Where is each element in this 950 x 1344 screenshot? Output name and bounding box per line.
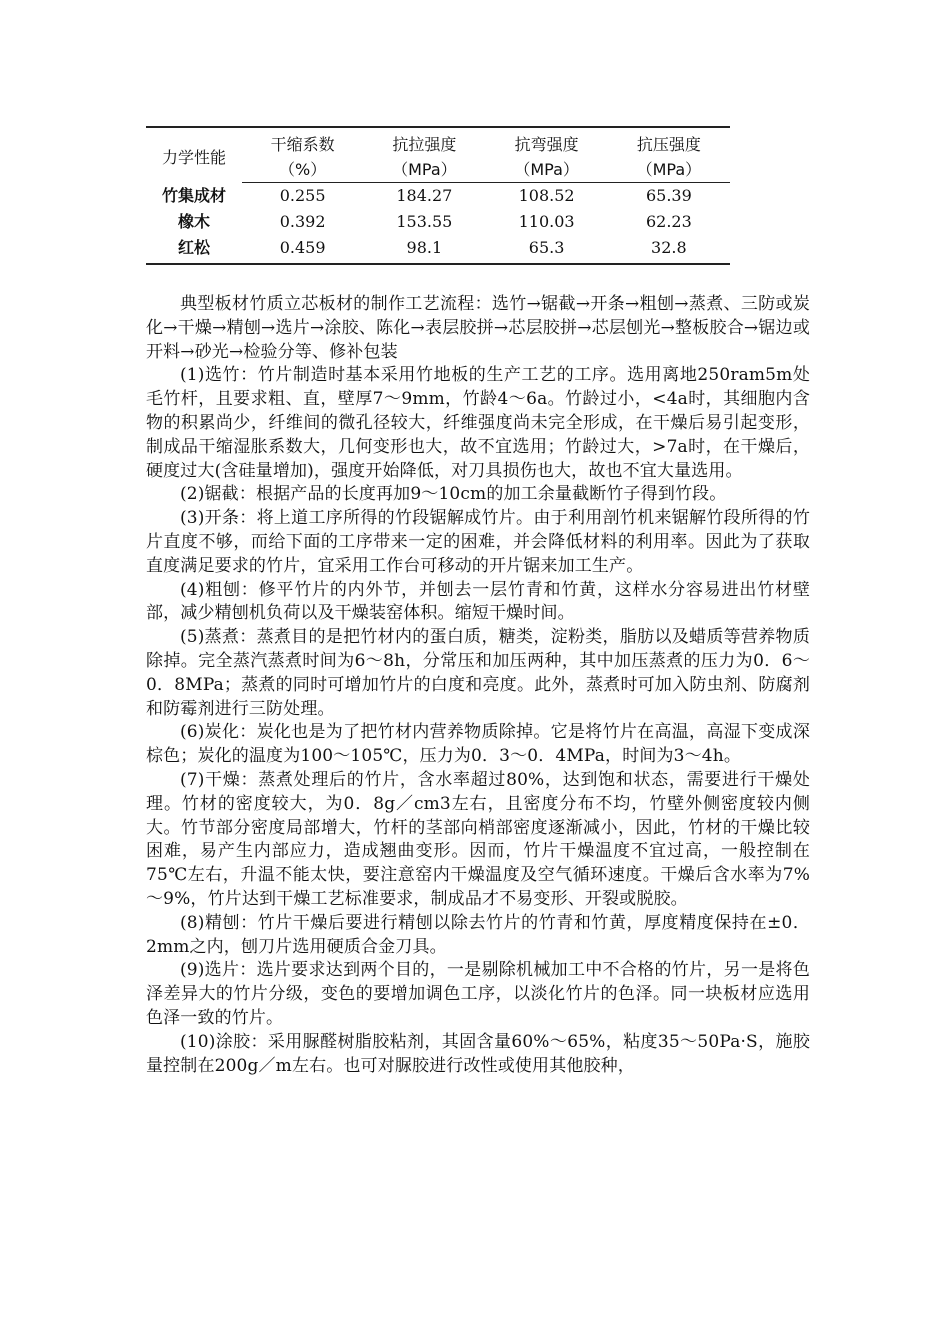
paragraph-step-9: (9)选片：选片要求达到两个目的，一是剔除机械加工中不合格的竹片，另一是将色泽差异大的竹片分级，变色的要增加调色工序，以淡化竹片的色泽。同一块板材应选用色泽一致的竹片。 <box>146 960 810 1028</box>
cell-value: 32.8 <box>651 238 687 257</box>
cell-value: 184.27 <box>396 186 453 205</box>
header-property: 力学性能 <box>161 147 226 167</box>
header-tensile: 抗拉强度 <box>392 135 457 154</box>
cell-value: 0.255 <box>279 186 326 205</box>
cell-value: 153.55 <box>396 212 453 231</box>
table-row <box>146 235 730 264</box>
paragraph-step-1: (1)选竹：竹片制造时基本采用竹地板的生产工艺的工序。选用离地250ram5m处毛竹杆，且要求粗、直，壁厚7～9mm，竹龄4～6a。竹龄过小，<4a时，其细胞内含物的积累尚少，纤维间的微孔径较大，纤维强度尚未完全形成，在干燥后易引起变形，制成品干缩湿胀系数大，几何变形也大，故不宜选用；竹龄过大，>7a时，在干燥后，硬度过大(含硅量增加)，强度开始降低，对刀具损伤也大，故也不宜大量选用。 <box>146 365 810 481</box>
table-header-row <box>146 127 730 157</box>
cell-value: 65.39 <box>645 186 692 205</box>
mechanical-properties-table <box>146 126 730 265</box>
unit-compressive: （MPa） <box>608 157 730 183</box>
body-text <box>146 293 810 1078</box>
paragraph-process-flow: 典型板材竹质立芯板材的制作工艺流程：选竹→锯截→开条→粗刨→蒸煮、三防或炭化→干燥→精刨→选片→涂胶、陈化→表层胶拼→芯层胶拼→芯层刨光→整板胶合→锯边或开料→砂光→检验分等、修补包装 <box>146 294 810 362</box>
header-compressive: 抗压强度 <box>636 135 701 154</box>
paragraph-step-3: (3)开条：将上道工序所得的竹段锯解成竹片。由于利用剖竹机来锯解竹段所得的竹片直度不够，而给下面的工序带来一定的困难，并会降低材料的利用率。因此为了获取直度满足要求的竹片，宜采用工作台可移动的开片锯来加工生产。 <box>146 508 810 576</box>
header-bending: 抗弯强度 <box>514 135 579 154</box>
paragraph-step-6: (6)炭化：炭化也是为了把竹材内营养物质除掉。它是将竹片在高温，高湿下变成深棕色；炭化的温度为100～105℃，压力为0．3～0．4MPa，时间为3～4h。 <box>146 722 810 767</box>
paragraph-step-10: (10)涂胶：采用脲醛树脂胶粘剂，其固含量60%～65%，粘度35～50Pa·S，施胶量控制在200g／m左右。也可对脲胶进行改性或使用其他胶种， <box>146 1031 810 1076</box>
row-name: 竹集成材 <box>161 185 226 205</box>
row-name: 红松 <box>177 238 210 257</box>
paragraph-step-5: (5)蒸煮：蒸煮目的是把竹材内的蛋白质，糖类，淀粉类，脂肪以及蜡质等营养物质除掉。完全蒸汽蒸煮时间为6～8h，分常压和加压两种，其中加压蒸煮的压力为0．6～0．8MPa；蒸煮的同时可增加竹片的白度和亮度。此外，蒸煮时可加入防虫剂、防腐剂和防霉剂进行三防处理。 <box>146 627 810 719</box>
cell-value: 0.392 <box>279 212 326 231</box>
row-name: 橡木 <box>177 212 210 231</box>
header-shrinkage: 干缩系数 <box>270 135 335 154</box>
paragraph-step-4: (4)粗刨：修平竹片的内外节，并刨去一层竹青和竹黄，这样水分容易进出竹材壁部，减少精刨机负荷以及干燥装窑体积。缩短干燥时间。 <box>146 579 810 624</box>
cell-value: 98.1 <box>406 238 443 257</box>
cell-value: 62.23 <box>645 212 692 231</box>
table-row <box>146 209 730 235</box>
unit-bending: （MPa） <box>485 157 607 183</box>
cell-value: 108.52 <box>518 186 575 205</box>
table-row <box>146 183 730 210</box>
unit-shrinkage: （%） <box>242 157 363 183</box>
paragraph-step-8: (8)精刨：竹片干燥后要进行精刨以除去竹片的竹青和竹黄，厚度精度保持在±0．2mm之内，刨刀片选用硬质合金刀具。 <box>146 912 810 957</box>
paragraph-step-7: (7)干燥：蒸煮处理后的竹片，含水率超过80%，达到饱和状态，需要进行干燥处理。竹材的密度较大，为0．8g／cm3左右，且密度分布不均，竹壁外侧密度较内侧大。竹节部分密度局部增大，竹杆的茎部向梢部密度逐渐减小，因此，竹材的干燥比较困难，易产生内部应力，造成翘曲变形。因而，竹片干燥温度不宜过高，一般控制在75℃左右，升温不能太快，要注意窑内干燥温度及空气循环速度。干燥后含水率为7%～9%，竹片达到干燥工艺标准要求，制成品才不易变形、开裂或脱胶。 <box>146 769 810 909</box>
paragraph-step-2: (2)锯截：根据产品的长度再加9～10cm的加工余量截断竹子得到竹段。 <box>180 484 727 505</box>
cell-value: 110.03 <box>518 212 575 231</box>
unit-tensile: （MPa） <box>363 157 485 183</box>
cell-value: 65.3 <box>528 238 565 257</box>
cell-value: 0.459 <box>279 238 326 257</box>
